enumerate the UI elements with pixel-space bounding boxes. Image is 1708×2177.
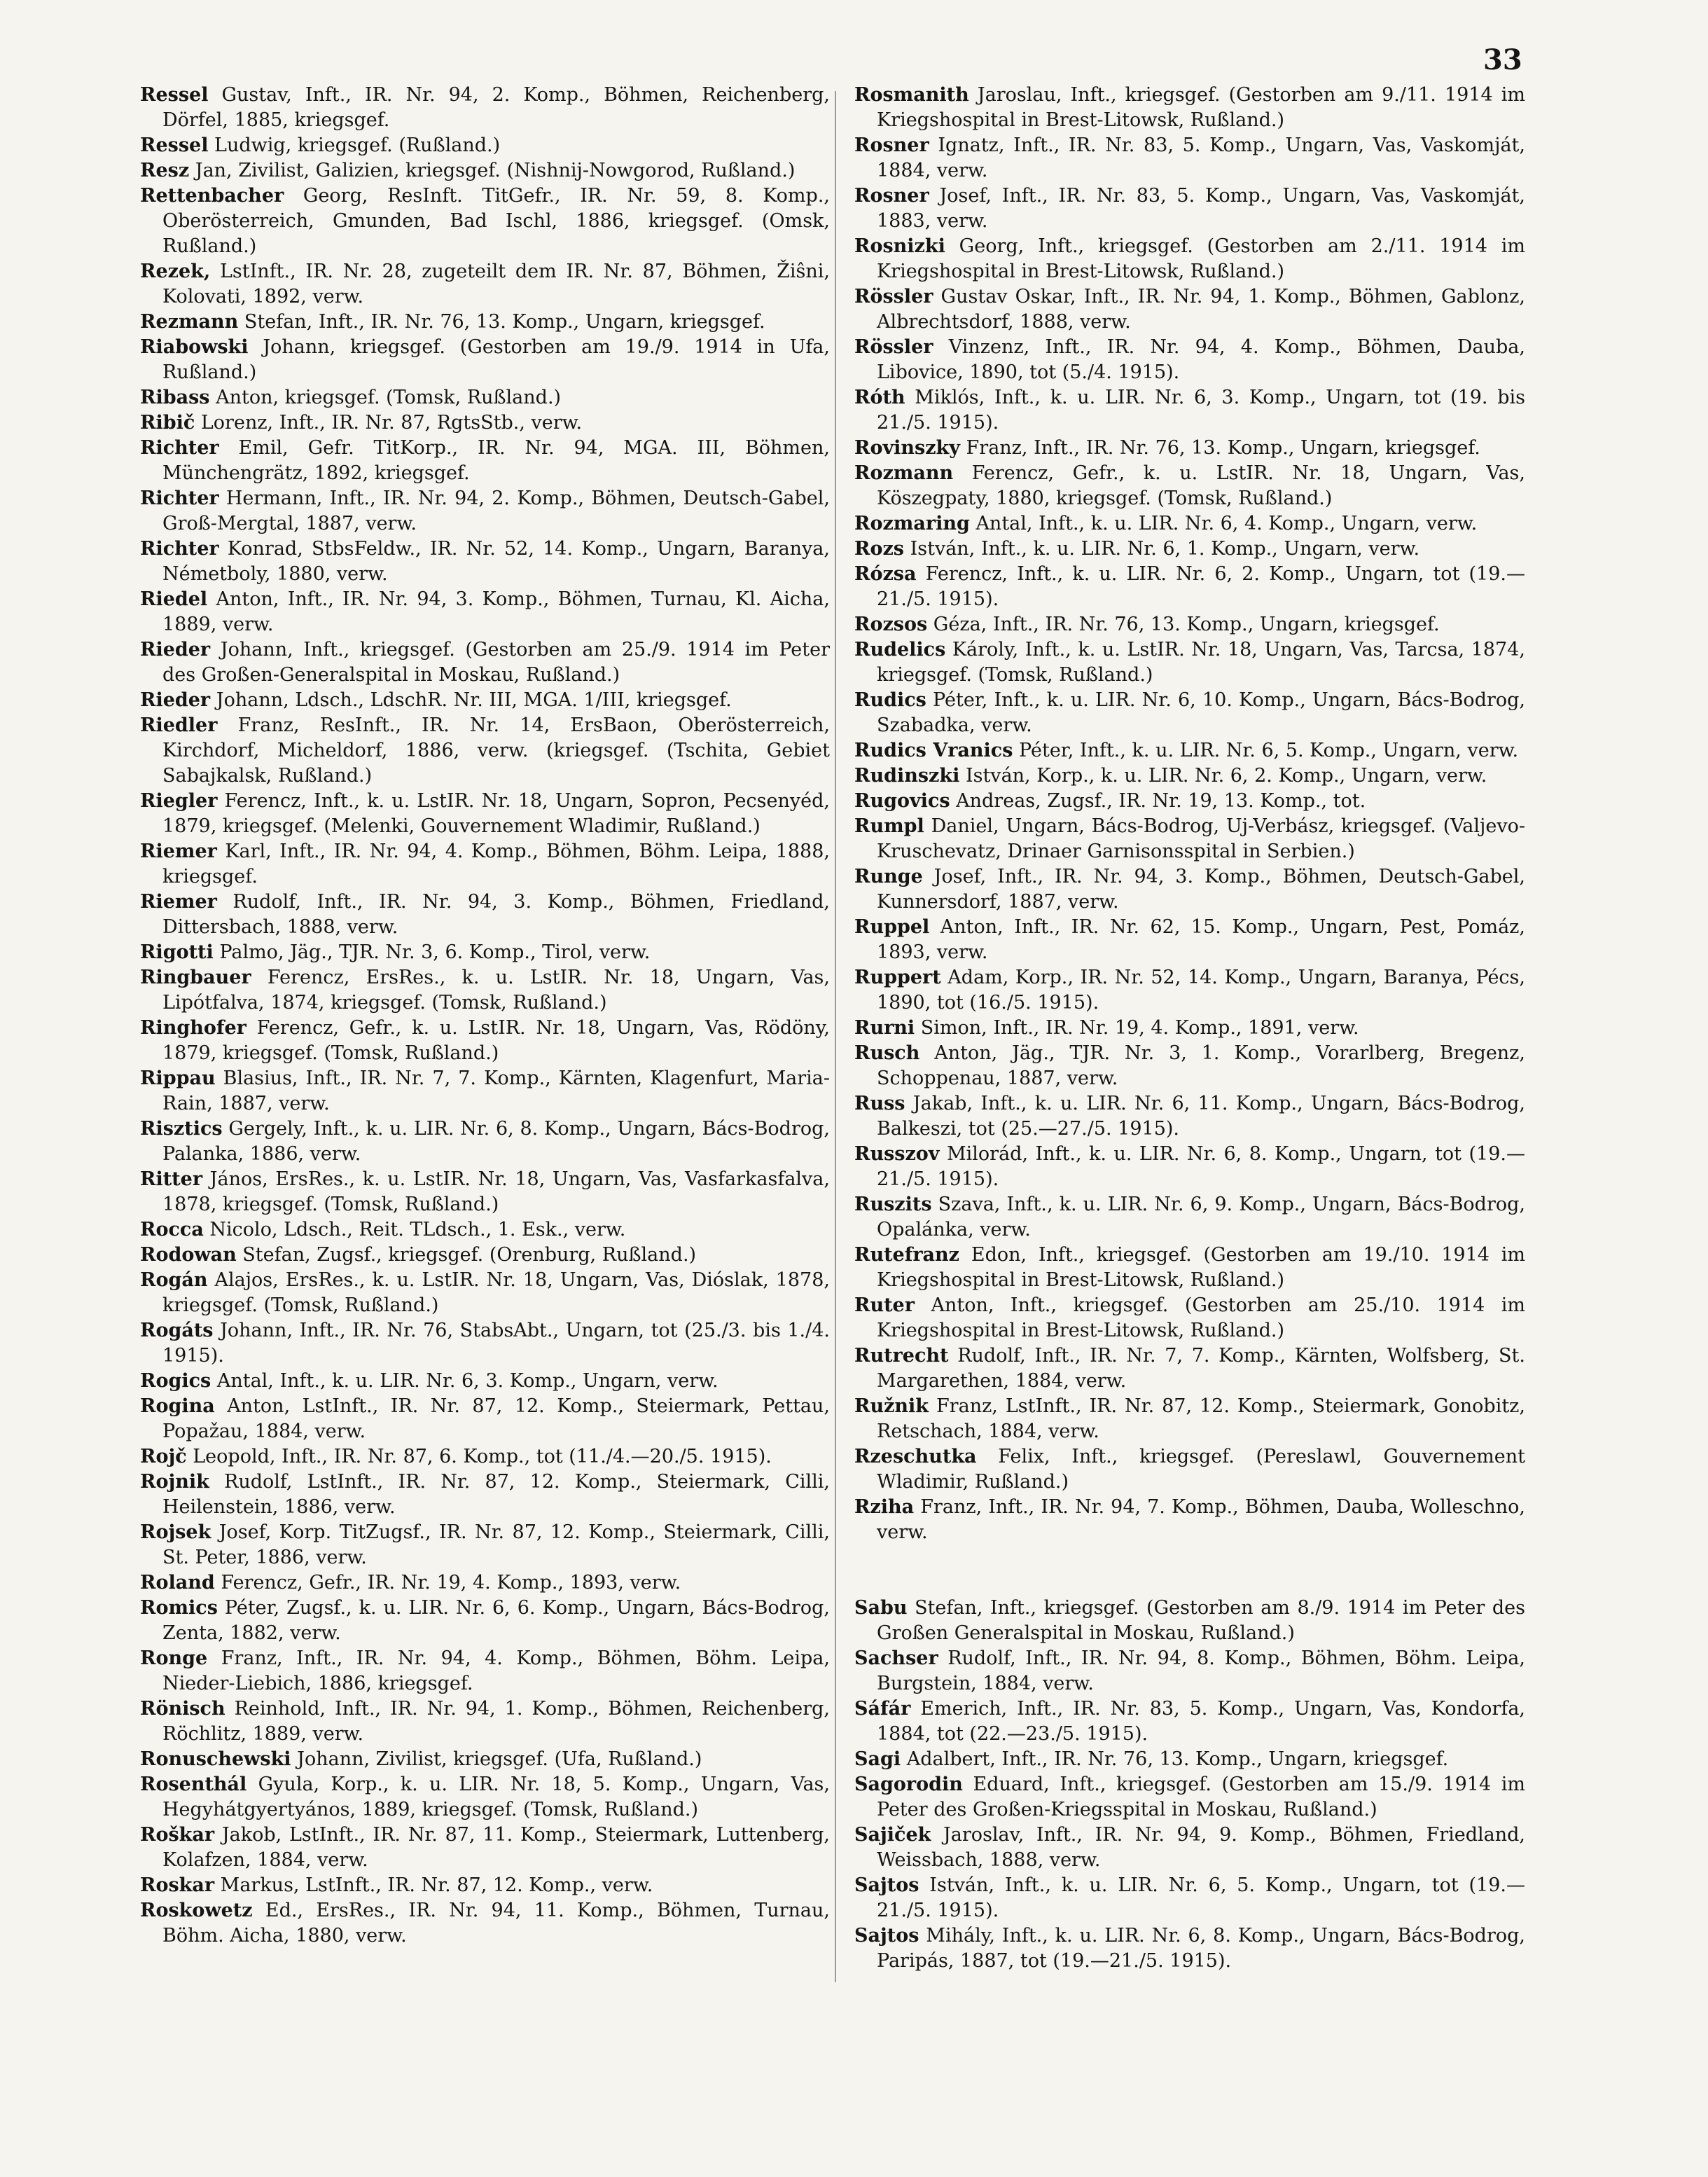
entry-details: Lorenz, Inft., IR. Nr. 87, RgtsStb., verw. — [200, 412, 583, 434]
list-entry — [854, 1444, 1525, 1495]
entry-surname: Ressel — [140, 134, 209, 156]
entry-surname: Riedler — [140, 714, 218, 736]
list-entry — [854, 83, 1525, 133]
list-entry — [854, 461, 1525, 511]
list-entry — [854, 1142, 1525, 1192]
list-entry — [854, 688, 1525, 738]
entry-surname: Richter — [140, 488, 219, 509]
entry-details: Hermann, Inft., IR. Nr. 94, 2. Komp., Böhmen, Deutsch-Gabel, Groß-Mergtal, 1887, verw. — [162, 488, 830, 534]
entry-details: Eduard, Inft., kriegsgef. (Gestorben am 15./9. 1914 im Peter des Großen-Kriegsspital in Moskau, Rußland.) — [877, 1774, 1525, 1820]
entry-surname: Sajtos — [854, 1925, 919, 1947]
list-entry — [854, 965, 1525, 1016]
entry-surname: Roskar — [140, 1874, 215, 1896]
entry-surname: Rutefranz — [854, 1244, 960, 1266]
list-entry — [854, 562, 1525, 612]
list-entry — [854, 133, 1525, 184]
entry-details: Anton, kriegsgef. (Tomsk, Rußland.) — [216, 387, 562, 408]
entry-surname: Ruszits — [854, 1194, 932, 1215]
entry-surname: Rezmann — [140, 311, 239, 333]
list-entry — [854, 234, 1525, 284]
entry-surname: Rurni — [854, 1017, 915, 1039]
entry-details: Milorád, Inft., k. u. LIR. Nr. 6, 8. Komp., Ungarn, tot (19.—21./5. 1915). — [877, 1143, 1525, 1190]
page-number: 33 — [1483, 43, 1522, 76]
entry-surname: Sajtos — [854, 1874, 919, 1896]
entry-details: Géza, Inft., IR. Nr. 76, 13. Komp., Ungarn, kriegsgef. — [933, 614, 1440, 635]
entry-details: Reinhold, Inft., IR. Nr. 94, 1. Komp., Böhmen, Reichenberg, Röchlitz, 1889, verw. — [162, 1698, 830, 1745]
entry-surname: Rogics — [140, 1370, 211, 1392]
list-entry — [140, 1444, 830, 1470]
list-entry — [140, 1117, 830, 1167]
entry-details: Josef, Inft., IR. Nr. 94, 3. Komp., Böhmen, Deutsch-Gabel, Kunnersdorf, 1887, verw. — [877, 866, 1525, 913]
list-entry — [854, 284, 1525, 335]
entry-details: Adalbert, Inft., IR. Nr. 76, 13. Komp., Ungarn, kriegsgef. — [906, 1748, 1449, 1770]
entry-surname: Rozmann — [854, 462, 954, 484]
entry-surname: Riemer — [140, 841, 217, 862]
entry-surname: Sagorodin — [854, 1774, 963, 1795]
list-entry — [854, 1394, 1525, 1444]
entry-details: Franz, ResInft., IR. Nr. 14, ErsBaon, Oberösterreich, Kirchdorf, Micheldorf, 1886, verw. (kriegsgef. (Tschita, Gebiet Sabajkalsk, Rußland.) — [162, 714, 830, 787]
entry-surname: Rojnik — [140, 1471, 209, 1493]
entry-surname: Rigotti — [140, 941, 214, 963]
list-entry — [854, 864, 1525, 915]
entry-details: Ferencz, Inft., k. u. LstIR. Nr. 18, Ungarn, Sopron, Pecsenyéd, 1879, kriegsgef. (Melenki, Gouvernement Wladimir, Rußland.) — [162, 790, 830, 837]
entry-details: Ludwig, kriegsgef. (Rußland.) — [214, 134, 501, 156]
list-entry — [854, 1243, 1525, 1293]
entry-surname: Rosenthál — [140, 1774, 247, 1795]
list-entry — [854, 184, 1525, 234]
entry-surname: Rudinszki — [854, 765, 960, 787]
entry-details: Gergely, Inft., k. u. LIR. Nr. 6, 8. Komp., Ungarn, Bács-Bodrog, Palanka, 1886, verw. — [162, 1118, 830, 1165]
list-entry — [854, 1192, 1525, 1243]
list-entry — [140, 310, 830, 335]
list-entry — [854, 537, 1525, 562]
list-entry — [140, 688, 830, 713]
entry-details: Anton, LstInft., IR. Nr. 87, 12. Komp., Steiermark, Pettau, Popažau, 1884, verw. — [162, 1395, 830, 1442]
entry-surname: Rojč — [140, 1446, 187, 1467]
entry-surname: Sáfár — [854, 1698, 911, 1720]
list-entry — [140, 1898, 830, 1949]
entry-surname: Róth — [854, 387, 905, 408]
entry-surname: Rettenbacher — [140, 185, 284, 207]
entry-surname: Rudics Vranics — [854, 740, 1013, 761]
entry-details: István, Inft., k. u. LIR. Nr. 6, 5. Komp., Ungarn, tot (19.—21./5. 1915). — [877, 1874, 1525, 1921]
list-entry — [854, 637, 1525, 688]
entry-details: Péter, Inft., k. u. LIR. Nr. 6, 10. Komp., Ungarn, Bács-Bodrog, Szabadka, verw. — [877, 689, 1526, 736]
entry-surname: Rosner — [854, 185, 929, 207]
entry-details: Leopold, Inft., IR. Nr. 87, 6. Komp., tot (11./4.—20./5. 1915). — [193, 1446, 772, 1467]
entry-surname: Rössler — [854, 336, 933, 358]
entry-details: Jaroslav, Inft., IR. Nr. 94, 9. Komp., Böhmen, Friedland, Weissbach, 1888, verw. — [877, 1824, 1525, 1871]
list-entry — [140, 1570, 830, 1596]
list-entry — [854, 1772, 1525, 1823]
entry-details: Johann, Ldsch., LdschR. Nr. III, MGA. 1/III, kriegsgef. — [216, 689, 732, 711]
entry-details: Adam, Korp., IR. Nr. 52, 14. Komp., Ungarn, Baranya, Pécs, 1890, tot (16./5. 1915). — [877, 967, 1525, 1014]
list-entry — [140, 537, 830, 587]
entry-details: Gyula, Korp., k. u. LIR. Nr. 18, 5. Komp., Ungarn, Vas, Hegyhátgyertyános, 1889, kriegsgef. (Tomsk, Rußland.) — [162, 1774, 831, 1820]
list-entry — [854, 1646, 1525, 1696]
entry-details: István, Inft., k. u. LIR. Nr. 6, 1. Komp., Ungarn, verw. — [910, 538, 1420, 560]
entry-surname: Sachser — [854, 1647, 938, 1669]
entry-surname: Ruter — [854, 1294, 915, 1316]
entry-details: Anton, Jäg., TJR. Nr. 3, 1. Komp., Vorarlberg, Bregenz, Schoppenau, 1887, verw. — [877, 1042, 1525, 1089]
entry-surname: Ringhofer — [140, 1017, 247, 1039]
entry-details: János, ErsRes., k. u. LstIR. Nr. 18, Ungarn, Vas, Vasfarkasfalva, 1878, kriegsgef. (Tomsk, Rußland.) — [162, 1168, 830, 1215]
list-entry — [854, 612, 1525, 637]
list-entry — [140, 1596, 830, 1646]
entry-surname: Rzeschutka — [854, 1446, 977, 1467]
list-entry — [854, 789, 1525, 814]
entry-details: Anton, Inft., IR. Nr. 62, 15. Komp., Ungarn, Pest, Pomáz, 1893, verw. — [877, 916, 1525, 963]
entry-surname: Rozs — [854, 538, 904, 560]
entry-details: Miklós, Inft., k. u. LIR. Nr. 6, 3. Komp., Ungarn, tot (19. bis 21./5. 1915). — [877, 387, 1525, 434]
entry-surname: Rocca — [140, 1219, 204, 1240]
list-entry — [140, 940, 830, 965]
list-entry — [140, 133, 830, 158]
list-entry — [854, 385, 1525, 436]
list-entry — [854, 1495, 1525, 1545]
entry-details: Gustav, Inft., IR. Nr. 94, 2. Komp., Böhmen, Reichenberg, Dörfel, 1885, kriegsgef. — [162, 84, 830, 131]
list-entry — [140, 259, 830, 310]
list-entry — [140, 890, 830, 940]
list-entry — [854, 1923, 1525, 1974]
entry-details: Johann, Inft., kriegsgef. (Gestorben am 25./9. 1914 im Peter des Großen-Generalspital in Moskau, Rußland.) — [162, 639, 830, 686]
entry-surname: Rogán — [140, 1269, 208, 1291]
list-entry — [140, 1520, 830, 1570]
list-entry — [854, 1293, 1525, 1343]
entry-details: Ed., ErsRes., IR. Nr. 94, 11. Komp., Böhmen, Turnau, Böhm. Aicha, 1880, verw. — [162, 1900, 830, 1947]
entry-details: Anton, Inft., kriegsgef. (Gestorben am 25./10. 1914 im Kriegshospital in Brest-Litowsk, Rußland.) — [877, 1294, 1525, 1341]
entry-details: Péter, Inft., k. u. LIR. Nr. 6, 5. Komp., Ungarn, verw. — [1019, 740, 1519, 761]
entry-details: Stefan, Inft., kriegsgef. (Gestorben am 8./9. 1914 im Peter des Großen Generalspital in Moskau, Rußland.) — [877, 1597, 1525, 1644]
list-entry — [140, 1646, 830, 1696]
entry-details: Jakob, LstInft., IR. Nr. 87, 11. Komp., Steiermark, Luttenberg, Kolafzen, 1884, verw. — [162, 1824, 830, 1871]
list-entry — [140, 335, 830, 385]
entry-surname: Rippau — [140, 1067, 216, 1089]
list-entry — [140, 789, 830, 839]
entry-surname: Ressel — [140, 84, 209, 106]
entry-details: Ferencz, Inft., k. u. LIR. Nr. 6, 2. Komp., Ungarn, tot (19.—21./5. 1915). — [877, 563, 1525, 610]
entry-details: Károly, Inft., k. u. LstIR. Nr. 18, Ungarn, Vas, Tarcsa, 1874, kriegsgef. (Tomsk, Rußland.) — [877, 639, 1525, 686]
entry-surname: Ruppel — [854, 916, 930, 938]
entry-surname: Rumpl — [854, 815, 924, 837]
list-entry — [140, 486, 830, 537]
entry-surname: Roškar — [140, 1824, 215, 1846]
list-entry — [140, 1394, 830, 1444]
entry-details: Franz, Inft., IR. Nr. 94, 4. Komp., Böhmen, Böhm. Leipa, Nieder-Liebich, 1886, kriegsgef. — [162, 1647, 830, 1694]
list-entry — [140, 1318, 830, 1369]
entry-surname: Rozmaring — [854, 513, 970, 534]
entry-details: Anton, Inft., IR. Nr. 94, 3. Komp., Böhmen, Turnau, Kl. Aicha, 1889, verw. — [162, 588, 830, 635]
column-divider — [835, 91, 836, 1982]
list-entry — [140, 1747, 830, 1772]
list-entry — [140, 1167, 830, 1217]
entry-surname: Ronuschewski — [140, 1748, 291, 1770]
list-entry — [140, 410, 830, 436]
entry-details: Ferencz, Gefr., k. u. LstIR. Nr. 18, Ungarn, Vas, Rödöny, 1879, kriegsgef. (Tomsk, Rußland.) — [162, 1017, 830, 1064]
entry-surname: Russ — [854, 1093, 905, 1114]
entry-details: Péter, Zugsf., k. u. LIR. Nr. 6, 6. Komp., Ungarn, Bács-Bodrog, Zenta, 1882, verw. — [162, 1597, 830, 1644]
entry-surname: Roskowetz — [140, 1900, 253, 1921]
entry-details: Johann, Zivilist, kriegsgef. (Ufa, Rußland.) — [297, 1748, 702, 1770]
entry-surname: Riegler — [140, 790, 218, 812]
entry-surname: Ringbauer — [140, 967, 251, 988]
list-entry — [140, 713, 830, 789]
entry-details: Franz, Inft., IR. Nr. 76, 13. Komp., Ungarn, kriegsgef. — [966, 437, 1480, 459]
list-entry — [854, 915, 1525, 965]
entry-details: Jakab, Inft., k. u. LIR. Nr. 6, 11. Komp., Ungarn, Bács-Bodrog, Balkeszi, tot (25.—27./5. 1915). — [877, 1093, 1525, 1140]
list-entry — [854, 814, 1525, 864]
list-entry — [140, 1772, 830, 1823]
entry-surname: Rosner — [854, 134, 929, 156]
entry-details: Rudolf, Inft., IR. Nr. 7, 7. Komp., Kärnten, Wolfsberg, St. Margarethen, 1884, verw. — [877, 1345, 1525, 1392]
entry-surname: Rutrecht — [854, 1345, 949, 1367]
entry-details: Konrad, StbsFeldw., IR. Nr. 52, 14. Komp., Ungarn, Baranya, Németboly, 1880, verw. — [162, 538, 830, 585]
entry-surname: Rogáts — [140, 1320, 214, 1341]
entry-surname: Rudics — [854, 689, 926, 711]
entry-details: Franz, LstInft., IR. Nr. 87, 12. Komp., Steiermark, Gonobitz, Retschach, 1884, verw. — [877, 1395, 1525, 1442]
entry-surname: Rugovics — [854, 790, 950, 812]
list-entry — [854, 763, 1525, 789]
entry-details: Josef, Korp. TitZugsf., IR. Nr. 87, 12. Komp., Steiermark, Cilli, St. Peter, 1886, verw. — [162, 1521, 830, 1568]
list-entry — [140, 1369, 830, 1394]
entry-details: Simon, Inft., IR. Nr. 19, 4. Komp., 1891, verw. — [920, 1017, 1359, 1039]
entry-surname: Ružnik — [854, 1395, 929, 1417]
entry-surname: Ronge — [140, 1647, 208, 1669]
entry-details: Mihály, Inft., k. u. LIR. Nr. 6, 8. Komp., Ungarn, Bács-Bodrog, Paripás, 1887, tot (19.—21./5. 1915). — [877, 1925, 1525, 1972]
list-entry — [140, 1217, 830, 1243]
entry-surname: Rogina — [140, 1395, 215, 1417]
entry-details: Ignatz, Inft., IR. Nr. 83, 5. Komp., Ungarn, Vas, Vaskomját, 1884, verw. — [877, 134, 1525, 181]
entry-details: Ferencz, ErsRes., k. u. LstIR. Nr. 18, Ungarn, Vas, Lipótfalva, 1874, kriegsgef. (Tomsk, Rußland.) — [162, 967, 830, 1014]
entry-details: Jan, Zivilist, Galizien, kriegsgef. (Nishnij-Nowgorod, Rußland.) — [195, 160, 796, 181]
entry-surname: Rudelics — [854, 639, 946, 661]
entry-surname: Ruppert — [854, 967, 941, 988]
entry-details: Felix, Inft., kriegsgef. (Pereslawl, Gouvernement Wladimir, Rußland.) — [877, 1446, 1525, 1493]
entry-surname: Rössler — [854, 286, 933, 307]
right-column — [854, 83, 1525, 1974]
entry-surname: Ribič — [140, 412, 195, 434]
entry-surname: Romics — [140, 1597, 218, 1619]
list-entry — [140, 965, 830, 1016]
entry-surname: Ribass — [140, 387, 210, 408]
list-entry — [140, 436, 830, 486]
list-entry — [854, 1016, 1525, 1041]
entry-surname: Rosnizki — [854, 235, 945, 257]
entry-surname: Rezek, — [140, 261, 211, 282]
left-column — [140, 83, 830, 1949]
entry-details: Vinzenz, Inft., IR. Nr. 94, 4. Komp., Böhmen, Dauba, Libovice, 1890, tot (5./4. 1915). — [877, 336, 1525, 383]
entry-surname: Rodowan — [140, 1244, 237, 1266]
entry-surname: Runge — [854, 866, 923, 887]
entry-details: Josef, Inft., IR. Nr. 83, 5. Komp., Ungarn, Vas, Vaskomját, 1883, verw. — [877, 185, 1525, 232]
entry-details: István, Korp., k. u. LIR. Nr. 6, 2. Komp., Ungarn, verw. — [965, 765, 1487, 787]
entry-surname: Rovinszky — [854, 437, 960, 459]
list-entry — [140, 1268, 830, 1318]
list-entry — [140, 1823, 830, 1873]
list-entry — [854, 1041, 1525, 1091]
entry-surname: Riedel — [140, 588, 208, 610]
entry-surname: Roland — [140, 1572, 215, 1594]
entry-surname: Rönisch — [140, 1698, 225, 1720]
entry-details: Emil, Gefr. TitKorp., IR. Nr. 94, MGA. III, Böhmen, Münchengrätz, 1892, kriegsgef. — [162, 437, 830, 484]
entry-details: Rudolf, LstInft., IR. Nr. 87, 12. Komp., Steiermark, Cilli, Heilenstein, 1886, verw. — [162, 1471, 830, 1518]
entry-surname: Rojsek — [140, 1521, 211, 1543]
list-entry — [140, 1016, 830, 1066]
list-entry — [140, 637, 830, 688]
entry-surname: Rziha — [854, 1496, 915, 1518]
entry-surname: Sajiček — [854, 1824, 931, 1846]
entry-surname: Resz — [140, 160, 190, 181]
entry-details: Blasius, Inft., IR. Nr. 7, 7. Komp., Kärnten, Klagenfurt, Maria-Rain, 1887, verw. — [162, 1067, 830, 1114]
entry-details: Georg, ResInft. TitGefr., IR. Nr. 59, 8. Komp., Oberösterreich, Gmunden, Bad Ischl, 1886, kriegsgef. (Omsk, Rußland.) — [162, 185, 830, 257]
entry-surname: Russzov — [854, 1143, 940, 1165]
entry-details: Ferencz, Gefr., IR. Nr. 19, 4. Komp., 1893, verw. — [221, 1572, 681, 1594]
list-entry — [854, 1823, 1525, 1873]
entry-surname: Rieder — [140, 689, 211, 711]
entry-details: Karl, Inft., IR. Nr. 94, 4. Komp., Böhmen, Böhm. Leipa, 1888, kriegsgef. — [162, 841, 830, 887]
entry-surname: Rózsa — [854, 563, 917, 585]
entry-surname: Ritter — [140, 1168, 203, 1190]
list-entry — [140, 158, 830, 184]
entry-details: Daniel, Ungarn, Bács-Bodrog, Uj-Verbász, kriegsgef. (Valjevo-Kruschevatz, Drinaer Garnisonsspital in Serbien.) — [877, 815, 1525, 862]
list-entry — [140, 1066, 830, 1117]
list-entry — [140, 385, 830, 410]
list-entry — [140, 83, 830, 133]
entry-details: Franz, Inft., IR. Nr. 94, 7. Komp., Böhmen, Dauba, Wolleschno, verw. — [877, 1496, 1525, 1543]
list-entry — [854, 1343, 1525, 1394]
entry-surname: Richter — [140, 538, 219, 560]
list-entry — [854, 1873, 1525, 1923]
entry-surname: Risztics — [140, 1118, 223, 1140]
entry-details: Antal, Inft., k. u. LIR. Nr. 6, 4. Komp., Ungarn, verw. — [975, 513, 1478, 534]
entry-details: Szava, Inft., k. u. LIR. Nr. 6, 9. Komp., Ungarn, Bács-Bodrog, Opalánka, verw. — [877, 1194, 1525, 1240]
list-entry — [854, 335, 1525, 385]
entry-details: Emerich, Inft., IR. Nr. 83, 5. Komp., Ungarn, Vas, Kondorfa, 1884, tot (22.—23./5. 1915). — [877, 1698, 1525, 1745]
entry-surname: Riabowski — [140, 336, 249, 358]
list-entry — [140, 587, 830, 637]
entry-surname: Rusch — [854, 1042, 920, 1064]
list-entry — [140, 184, 830, 259]
entry-details: Gustav Oskar, Inft., IR. Nr. 94, 1. Komp., Böhmen, Gablonz, Albrechtsdorf, 1888, verw. — [877, 286, 1526, 333]
entry-surname: Sabu — [854, 1597, 908, 1619]
entry-surname: Riemer — [140, 891, 217, 913]
entry-surname: Sagi — [854, 1748, 901, 1770]
entry-details: Andreas, Zugsf., IR. Nr. 19, 13. Komp., tot. — [956, 790, 1366, 812]
list-entry — [854, 436, 1525, 461]
entry-details: Alajos, ErsRes., k. u. LstIR. Nr. 18, Ungarn, Vas, Dióslak, 1878, kriegsgef. (Tomsk, Rußland.) — [162, 1269, 830, 1316]
entry-details: Palmo, Jäg., TJR. Nr. 3, 6. Komp., Tirol, verw. — [219, 941, 651, 963]
list-entry — [854, 1696, 1525, 1747]
entry-details: Stefan, Zugsf., kriegsgef. (Orenburg, Rußland.) — [242, 1244, 697, 1266]
list-entry — [854, 1747, 1525, 1772]
entry-details: Markus, LstInft., IR. Nr. 87, 12. Komp., verw. — [220, 1874, 653, 1896]
entry-surname: Rosmanith — [854, 84, 969, 106]
list-entry — [854, 738, 1525, 763]
entry-details: Rudolf, Inft., IR. Nr. 94, 8. Komp., Böhmen, Böhm. Leipa, Burgstein, 1884, verw. — [877, 1647, 1525, 1694]
section-gap — [854, 1545, 1525, 1596]
entry-details: Johann, Inft., IR. Nr. 76, StabsAbt., Ungarn, tot (25./3. bis 1./4. 1915). — [162, 1320, 830, 1367]
list-entry — [140, 1696, 830, 1747]
entry-details: LstInft., IR. Nr. 28, zugeteilt dem IR. Nr. 87, Böhmen, Žiŝni, Kolovati, 1892, verw. — [162, 261, 830, 307]
entry-details: Johann, kriegsgef. (Gestorben am 19./9. 1914 in Ufa, Rußland.) — [162, 336, 830, 383]
entry-details: Georg, Inft., kriegsgef. (Gestorben am 2./11. 1914 im Kriegshospital in Brest-Litowsk, Rußland.) — [877, 235, 1525, 282]
entry-details: Antal, Inft., k. u. LIR. Nr. 6, 3. Komp., Ungarn, verw. — [216, 1370, 718, 1392]
list-entry — [140, 1470, 830, 1520]
entry-details: Stefan, Inft., IR. Nr. 76, 13. Komp., Ungarn, kriegsgef. — [244, 311, 765, 333]
list-entry — [854, 1596, 1525, 1646]
entry-surname: Rieder — [140, 639, 211, 661]
list-entry — [854, 1091, 1525, 1142]
entry-details: Nicolo, Ldsch., Reit. TLdsch., 1. Esk., verw. — [209, 1219, 626, 1240]
entry-surname: Rozsos — [854, 614, 928, 635]
list-entry — [854, 511, 1525, 537]
list-entry — [140, 1243, 830, 1268]
list-entry — [140, 839, 830, 890]
entry-details: Jaroslau, Inft., kriegsgef. (Gestorben am 9./11. 1914 im Kriegshospital in Brest-Litowsk, Rußland.) — [877, 84, 1525, 131]
entry-details: Edon, Inft., kriegsgef. (Gestorben am 19./10. 1914 im Kriegshospital in Brest-Litowsk, Rußland.) — [877, 1244, 1525, 1291]
entry-details: Ferencz, Gefr., k. u. LstIR. Nr. 18, Ungarn, Vas, Köszegpaty, 1880, kriegsgef. (Tomsk, Rußland.) — [877, 462, 1525, 509]
entry-surname: Richter — [140, 437, 219, 459]
entry-details: Rudolf, Inft., IR. Nr. 94, 3. Komp., Böhmen, Friedland, Dittersbach, 1888, verw. — [162, 891, 830, 938]
list-entry — [140, 1873, 830, 1898]
